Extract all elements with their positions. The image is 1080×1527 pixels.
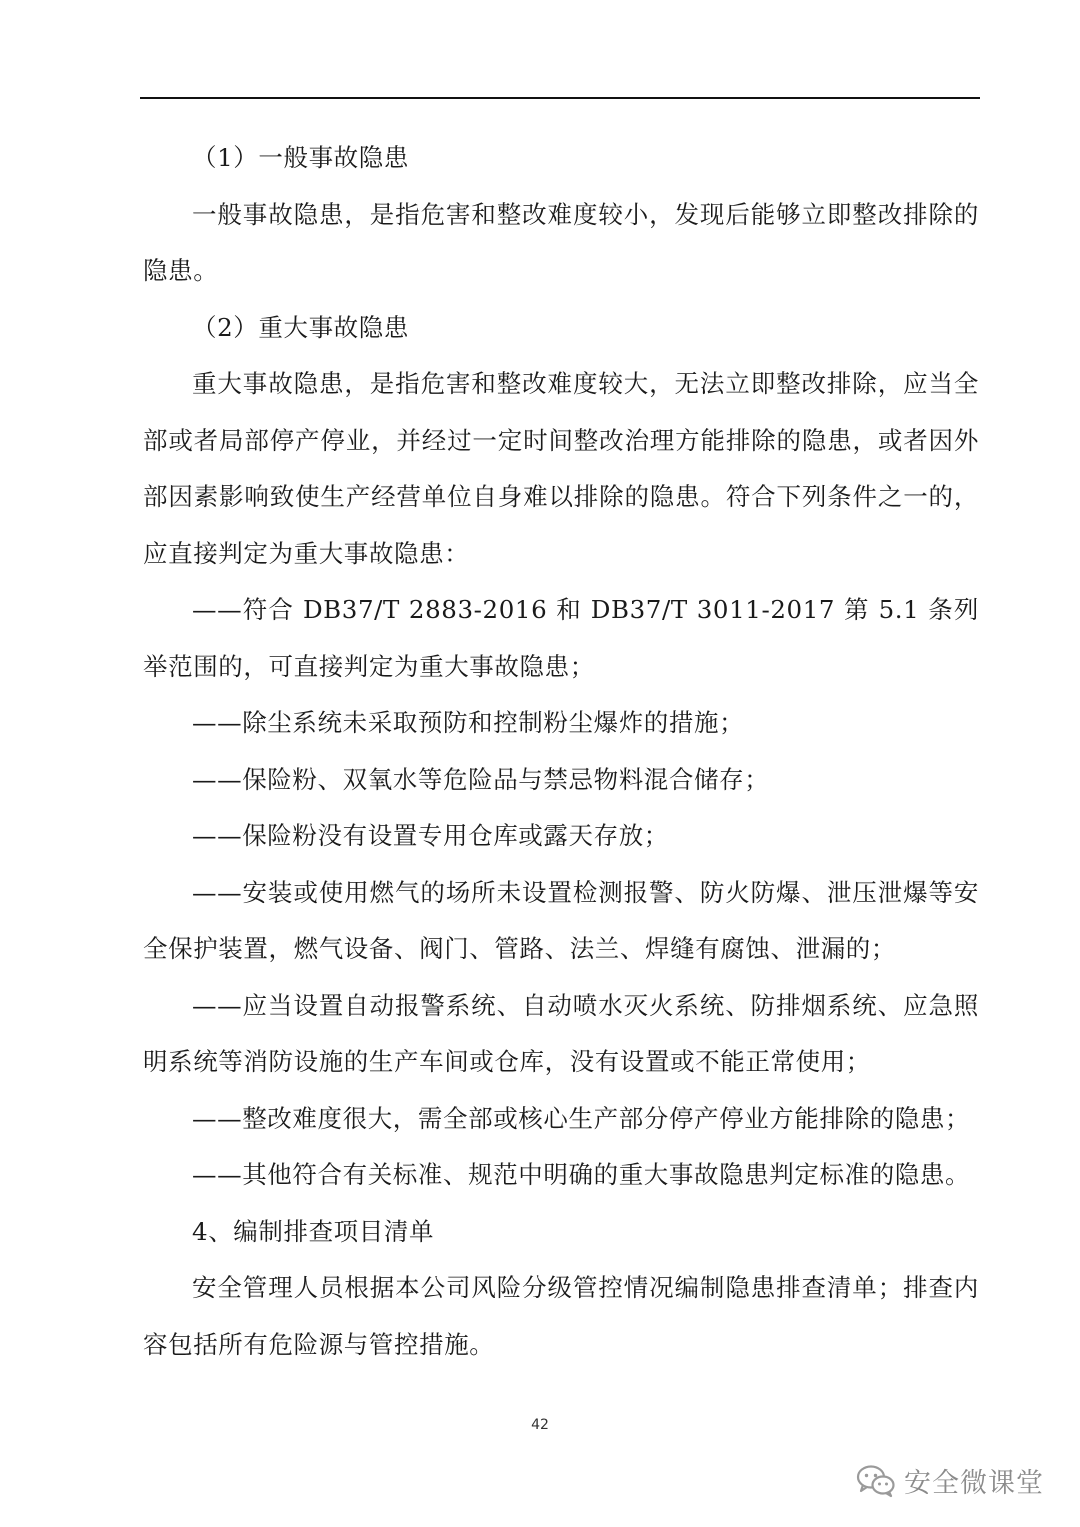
list-item-other-standards: ——其他符合有关标准、规范中明确的重大事故隐患判定标准的隐患。: [192, 1160, 971, 1189]
list-item-mixed-storage: ——保险粉、双氧水等危险品与禁忌物料混合储存；: [192, 764, 770, 794]
page-body: [143, 130, 979, 1373]
paragraph-general-hazard-definition: 一般事故隐患，是指危害和整改难度较小，发现后能够立即整改排除的隐患。: [143, 199, 979, 285]
watermark-text: 安全微课堂: [904, 1468, 1044, 1499]
paragraph-checklist-description: 安全管理人员根据本公司风险分级管控情况编制隐患排查清单；排查内容包括所有危险源与管控措施。: [143, 1273, 979, 1359]
paragraph-major-hazard-definition: 重大事故隐患，是指危害和整改难度较大，无法立即整改排除，应当全部或者局部停产停业，并经过一定时间整改治理方能排除的隐患，或者因外部因素影响致使生产经营单位自身难以排除的隐患。符合下列条件之一的，应直接判定为重大事故隐患：: [143, 369, 979, 568]
watermark: [856, 1461, 1044, 1500]
list-item-gas-safety: ——安装或使用燃气的场所未设置检测报警、防火防爆、泄压泄爆等安全保护装置，燃气设备、阀门、管路、法兰、焊缝有腐蚀、泄漏的；: [143, 877, 979, 963]
list-item-difficult-rectification: ——整改难度很大，需全部或核心生产部分停产停业方能排除的隐患；: [192, 1103, 971, 1133]
list-item-dust-removal: ——除尘系统未采取预防和控制粉尘爆炸的措施；: [192, 708, 745, 737]
list-item-fire-facilities: ——应当设置自动报警系统、自动喷水灭火系统、防排烟系统、应急照明系统等消防设施的生产车间或仓库，没有设置或不能正常使用；: [143, 990, 979, 1076]
list-item-dedicated-warehouse: ——保险粉没有设置专用仓库或露天存放；: [192, 821, 669, 850]
header-rule: [140, 97, 980, 99]
list-item-standard-scope: ——符合 DB37/T 2883-2016 和 DB37/T 3011-2017 第 5.1 条列举范围的，可直接判定为重大事故隐患；: [143, 595, 979, 681]
wechat-icon: [856, 1464, 896, 1498]
page-number: 42: [531, 1417, 549, 1433]
section-heading-checklist: 4、编制排查项目清单: [192, 1216, 435, 1246]
subheading-major-hazard: （2）重大事故隐患: [192, 312, 409, 342]
subheading-general-hazard: （1）一般事故隐患: [192, 143, 409, 172]
